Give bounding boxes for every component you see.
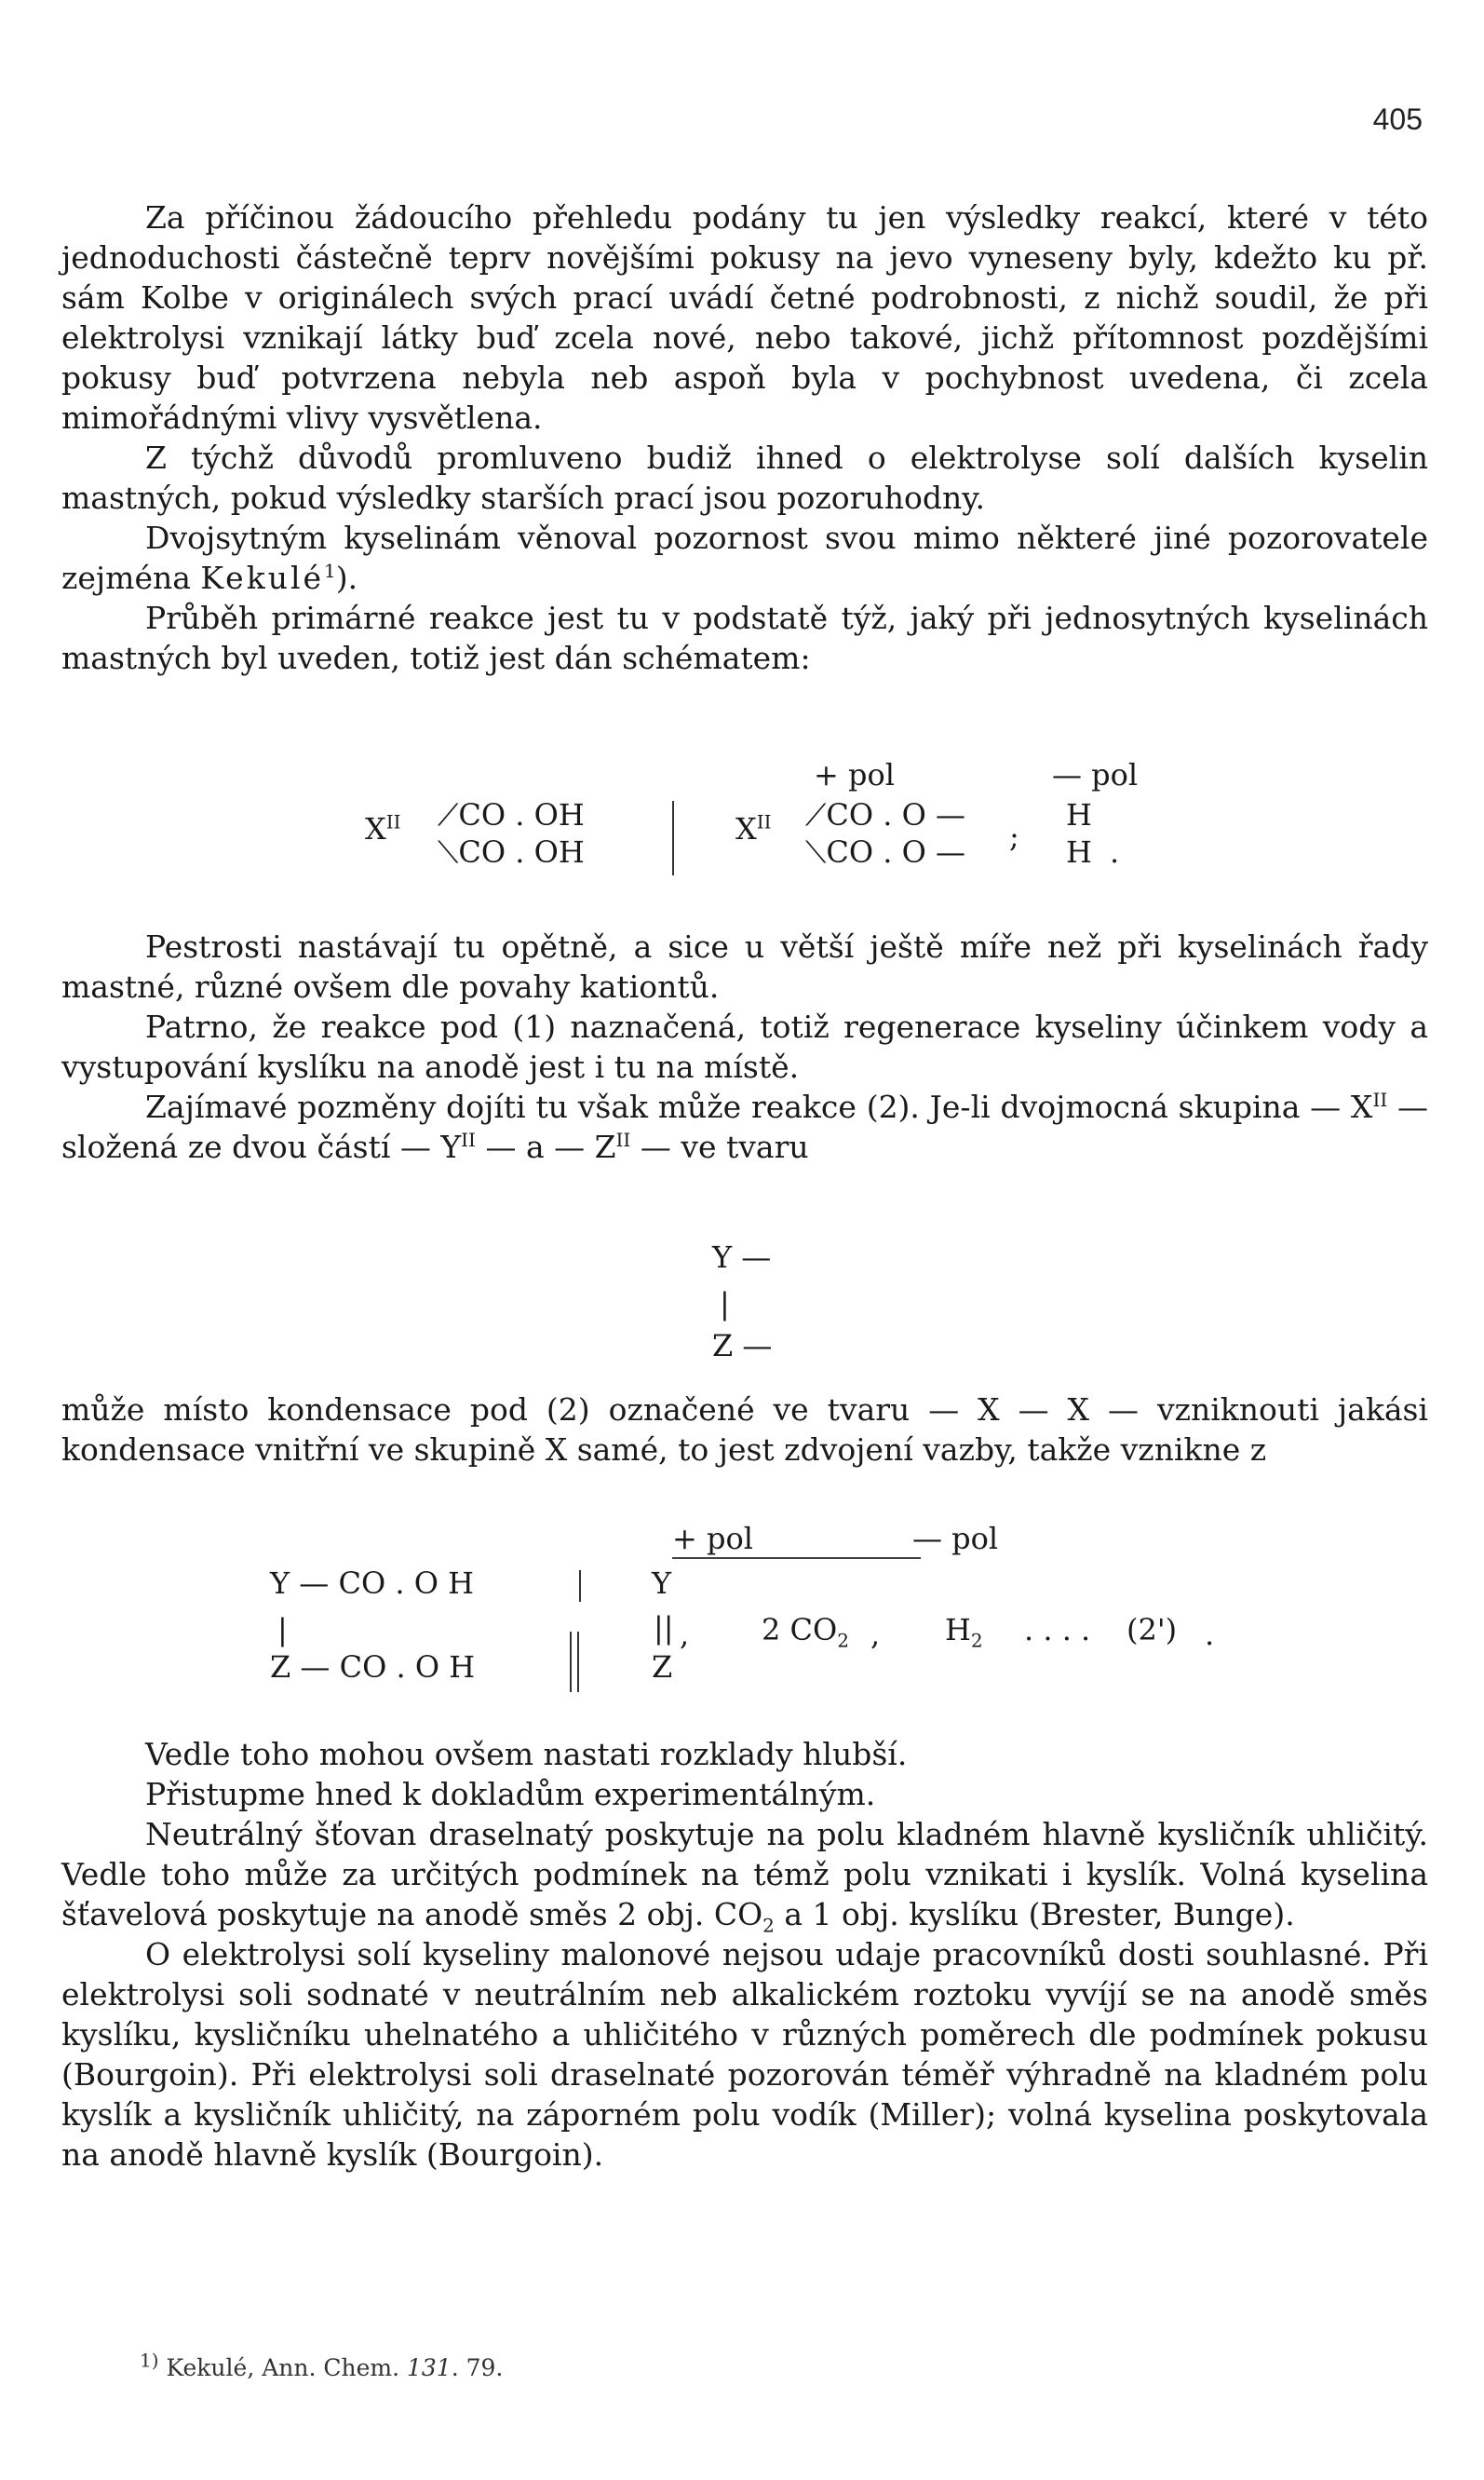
footnote-page: . 79. xyxy=(451,2354,504,2381)
formula-2-left-top: Y — CO . O H xyxy=(270,1565,475,1601)
formula-1-mid-x-sup: II xyxy=(756,810,772,833)
formula-1-left-x-letter: X xyxy=(365,811,386,847)
paragraph-2: Z týchž důvodů promluveno budiž ihned o elektrolyse solí dalších kyselin mastných, pokud výsledky starších prací jsou pozoruhodny. xyxy=(61,440,1428,516)
paragraph-7-c: — a — Z xyxy=(475,1129,616,1165)
paragraph-10: Přistupme hned k dokladům experimentálným. xyxy=(145,1776,876,1812)
formula-2-h2-text: H xyxy=(945,1612,971,1647)
yz-bond: | xyxy=(720,1286,730,1321)
paragraph-7-a: Zajímavé pozměny dojíti tu však může reakce (2). Je-li dvojmocná skupina — X xyxy=(145,1089,1373,1125)
paragraph-7 xyxy=(61,1087,1428,1167)
author-kekule: Kekulé xyxy=(200,560,325,596)
text-block-middle xyxy=(61,927,1428,1167)
formula-2-co2 xyxy=(762,1611,849,1652)
paragraph-7-sup-3: II xyxy=(615,1129,631,1151)
formula-2-co2-text: 2 CO xyxy=(762,1612,838,1647)
formula-1-left-top: ⟋CO . OH xyxy=(438,797,585,833)
formula-2-label-pos: + pol xyxy=(672,1520,921,1559)
formula-2-end: . xyxy=(1205,1617,1215,1652)
formula-2-double-bond: || xyxy=(654,1610,674,1646)
footnote xyxy=(140,2349,504,2381)
formula-1-left-bot: ⟍CO . OH xyxy=(438,834,585,870)
paragraph-7-d: — ve tvaru xyxy=(630,1129,809,1165)
paragraph-12: O elektrolysi solí kyseliny malonové nejsou udaje pracovníků dosti souhlasné. Při elektrolysi soli sodnaté v neutrálním neb alkalickém roztoku vyvíjí se na anodě směs kyslíku, kysličníku uhelnatého a uhličitého v různých poměrech dle podmínek pokusu (Bourgoin). Při elektrolysi soli draselnaté pozorován téměř výhradně na kladném polu kyslík a kysličník uhličitý, na záporném polu vodík (Miller); volná kyselina poskytovala na anodě hlavně kyslík (Bourgoin). xyxy=(61,1936,1428,2173)
paragraph-11-sub: 2 xyxy=(762,1914,775,1937)
formula-1-left-bot-text: CO . OH xyxy=(458,834,585,870)
formula-1-right-top: H xyxy=(1066,797,1092,833)
paragraph-7-sup-1: II xyxy=(1372,1089,1388,1111)
paragraph-11 xyxy=(61,1814,1428,1937)
paragraph-6: Patrno, že reakce pod (1) naznačená, totiž regenerace kyseliny účinkem vody a vystupování kyslíku na anodě jest i tu na místě. xyxy=(61,1009,1428,1085)
formula-2-left-bond: | xyxy=(277,1612,288,1647)
paragraph-9: Vedle toho mohou ovšem nastati rozklady hlubší. xyxy=(145,1736,908,1772)
paragraph-3-text: Dvojsytným kyselinám věnoval pozornost svou mimo některé jiné pozorovatele zejména xyxy=(61,520,1428,596)
yz-bottom: Z — xyxy=(712,1328,773,1363)
paragraph-1: Za příčinou žádoucího přehledu podány tu jen výsledky reakcí, které v této jednoduchosti částečně teprv novějšími pokusy na jevo vyneseny byly, kdežto ku př. sám Kolbe v originálech svých prací uvádí četné podrobnosti, z nichž soudil, že při elektrolysi vznikají látky buď zcela nové, nebo takové, jichž přítomnost pozdějšími pokusy buď potvrzena nebyla neb aspoň byla v pochybnost uvedena, či zcela mimořádnými vlivy vysvětlena. xyxy=(61,199,1428,436)
text-block-top xyxy=(61,197,1428,678)
formula-2-divider-a xyxy=(570,1632,572,1692)
formula-2-comma-1: , xyxy=(680,1617,690,1652)
formula-1-end: . xyxy=(1110,834,1120,870)
footnote-volume: 131 xyxy=(407,2354,452,2381)
footnote-ref: 1 xyxy=(324,560,336,582)
formula-2-left-bot: Z — CO . O H xyxy=(270,1649,476,1685)
paragraph-11-text: Neutrálný šťovan draselnatý poskytuje na polu kladném hlavně kysličník uhličitý. Vedle toho může za určitých podmínek na témž polu vznikati i kyslík. Volná kyselina šťavelová poskytuje na anodě směs 2 obj. CO xyxy=(61,1816,1428,1932)
formula-1-left-x xyxy=(365,810,401,847)
text-block-bottom xyxy=(61,1734,1428,2175)
paragraph-8: může místo kondensace pod (2) označené ve tvaru — X — X — vzniknouti jakási kondensace vnitřní ve skupině X samé, to jest zdvojení vazby, takže vznikne z xyxy=(61,1391,1428,1468)
footnote-text: Kekulé, Ann. Chem. xyxy=(166,2354,400,2381)
yz-top: Y — xyxy=(712,1240,772,1275)
formula-1-right-bot: H xyxy=(1066,834,1092,870)
paragraph-4: Průběh primárné reakce jest tu v podstatě týž, jaký při jednosytných kyselinách mastných byl uveden, totiž jest dán schématem: xyxy=(61,600,1428,676)
formula-1-mid-top-text: CO . O — xyxy=(826,797,966,833)
formula-2-h2 xyxy=(945,1611,983,1652)
formula-2-y: Y xyxy=(652,1565,672,1601)
formula-1-mid-bot: ⟍CO . O — xyxy=(805,834,966,870)
formula-1-left-x-sup: II xyxy=(385,810,401,833)
paragraph-7-sup-2: II xyxy=(461,1129,476,1151)
formula-2-label-neg: — pol xyxy=(912,1521,999,1556)
formula-1-mid-x xyxy=(735,810,772,847)
formula-2-divider-top xyxy=(579,1570,581,1602)
paragraph-11-end: a 1 obj. kyslíku (Brester, Bunge). xyxy=(774,1896,1295,1932)
formula-1-separator: ; xyxy=(1009,819,1019,854)
paragraph-5: Pestrosti nastávají tu opětně, a sice u větší ještě míře než při kyselinách řady mastné, různé ovšem dle povahy kationtů. xyxy=(61,928,1428,1005)
formula-1-label-pos: + pol xyxy=(814,757,895,793)
formula-1-label-neg: — pol xyxy=(1052,757,1139,793)
text-block-para8 xyxy=(61,1389,1428,1470)
page-number: 405 xyxy=(1372,102,1423,136)
formula-1-mid-top: ⟋CO . O — xyxy=(805,797,966,833)
formula-1-mid-bot-text: CO . O — xyxy=(826,834,966,870)
formula-1-left-top-text: CO . OH xyxy=(458,797,585,833)
formula-2-co2-sub: 2 xyxy=(837,1629,849,1652)
footnote-mark: 1) xyxy=(140,2349,159,2372)
paragraph-3-end: ). xyxy=(335,560,358,596)
formula-1-divider xyxy=(672,801,674,875)
formula-2-h2-sub: 2 xyxy=(970,1629,983,1652)
paragraph-3 xyxy=(61,518,1428,598)
formula-2-divider-b xyxy=(577,1632,579,1692)
formula-2-comma-2: , xyxy=(870,1617,881,1652)
formula-2-ref: (2') xyxy=(1126,1612,1178,1647)
formula-2-z: Z xyxy=(652,1649,673,1685)
formula-2-dots: . . . . xyxy=(1024,1612,1091,1647)
formula-1-mid-x-letter: X xyxy=(735,811,757,847)
paragraph-7-b: — složená ze dvou částí — Y xyxy=(61,1089,1429,1165)
